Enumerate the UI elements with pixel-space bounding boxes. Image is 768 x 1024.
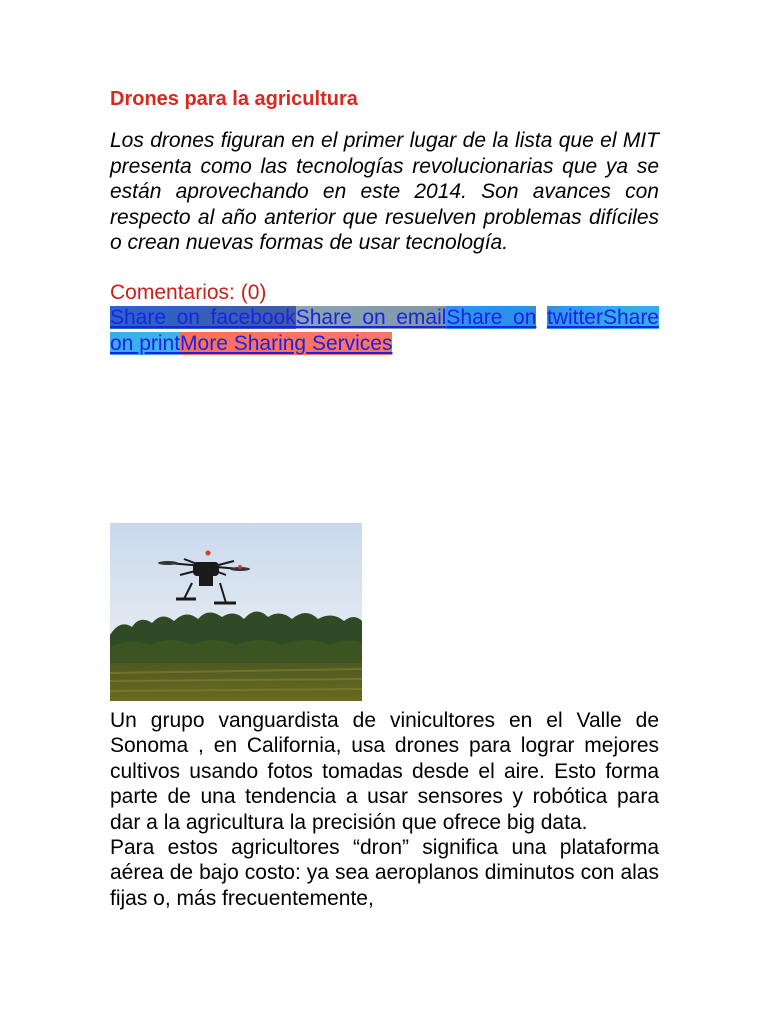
share-bar — [110, 305, 659, 357]
share-print-link[interactable]: Share on print — [110, 306, 659, 355]
article-body — [110, 708, 659, 911]
share-twitter-link-part2[interactable]: twitter — [546, 306, 603, 329]
comments-count[interactable]: Comentarios: (0) — [110, 281, 267, 304]
share-facebook-link[interactable]: Share on facebook — [110, 306, 296, 329]
drone-photo — [110, 523, 362, 701]
article-paragraph-1: Un grupo vanguardista de vinicultores en el Valle de Sonoma , en California, usa drones para lograr mejores cultivos usando fotos tomadas desde el aire. Esto forma parte de una tendencia a usar sensores y robótica para dar a la agricultura la precisión que ofrece big data. — [110, 709, 659, 834]
article-intro: Los drones figuran en el primer lugar de la lista que el MIT presenta como las tecnologías revolucionarias que ya se están aprovechando en este 2014. Son avances con respecto al año anterior que resuelven problemas difíciles o crean nuevas formas de usar tecnología. — [110, 129, 659, 255]
share-twitter-link-part1[interactable]: Share on — [446, 306, 537, 329]
article-title: Drones para la agricultura — [110, 88, 358, 110]
share-email-link[interactable]: Share on email — [295, 306, 447, 329]
drone-over-vineyard-image — [110, 523, 362, 701]
article-paragraph-2: Para estos agricultores “dron” significa una plataforma aérea de bajo costo: ya sea aeroplanos diminutos con alas fijas o, más frecuentemente, — [110, 836, 659, 910]
more-sharing-services-link[interactable]: More Sharing Services — [180, 332, 393, 355]
